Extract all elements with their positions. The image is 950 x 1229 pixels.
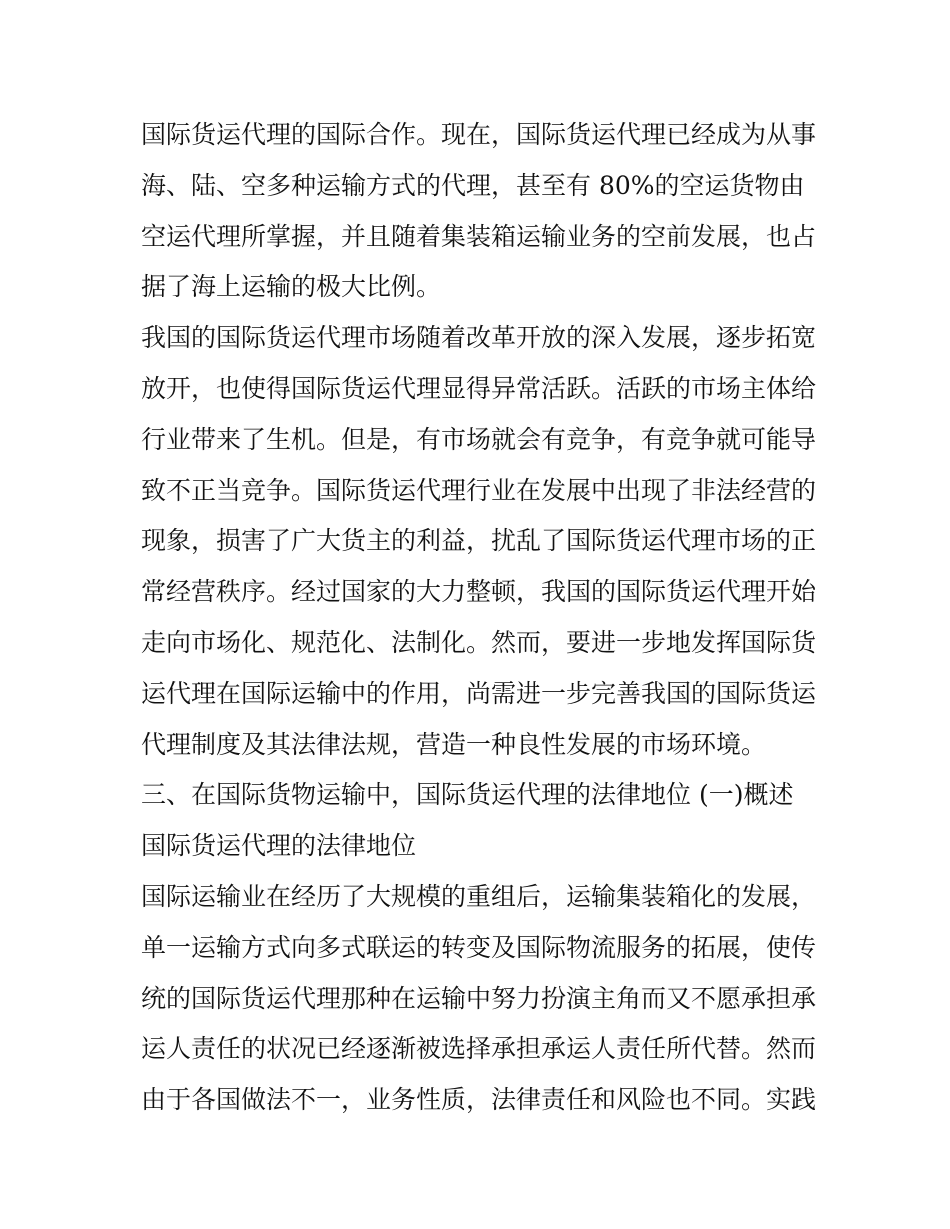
text-line: 国际货运代理的国际合作。现在，国际货运代理已经成为从事 xyxy=(141,120,817,149)
document-body xyxy=(141,110,831,1126)
section-heading-line: 国际货运代理的法律地位 xyxy=(141,831,417,861)
text-line: 统的国际货运代理那种在运输中努力扮演主角而又不愿承担承 xyxy=(141,983,817,1013)
text-line: 走向市场化、规范化、法制化。然而，要进一步地发挥国际货 xyxy=(141,627,817,657)
text-line: 常经营秩序。经过国家的大力整顿，我国的国际货运代理开始 xyxy=(141,577,817,607)
text-line: 运人责任的状况已经逐渐被选择承担承运人责任所代替。然而 xyxy=(141,1034,817,1064)
text-line: 放开，也使得国际货运代理显得异常活跃。活跃的市场主体给 xyxy=(141,373,817,403)
text-line: 代理制度及其法律法规，营造一种良性发展的市场环境。 xyxy=(141,729,767,759)
text-line: 由于各国做法不一，业务性质，法律责任和风险也不同。实践 xyxy=(141,1085,817,1115)
text-line: 单一运输方式向多式联运的转变及国际物流服务的拓展，使传 xyxy=(141,932,817,962)
text-line: 空运代理所掌握，并且随着集装箱运输业务的空前发展，也占 xyxy=(141,221,817,251)
text-line: 我国的国际货运代理市场随着改革开放的深入发展，逐步拓宽 xyxy=(141,323,817,353)
text-line: 运代理在国际运输中的作用，尚需进一步完善我国的国际货运 xyxy=(141,678,817,708)
text-line: 据了海上运输的极大比例。 xyxy=(141,272,442,302)
text-line: 国际运输业在经历了大规模的重组后，运输集装箱化的发展， xyxy=(141,881,817,911)
text-line: 行业带来了生机。但是，有市场就会有竞争，有竞争就可能导 xyxy=(141,424,817,454)
text-line: 海、陆、空多种运输方式的代理，甚至有 80%的空运货物由 xyxy=(141,170,805,200)
text-line: 致不正当竞争。国际货运代理行业在发展中出现了非法经营的 xyxy=(141,475,817,505)
section-heading-line: 三、在国际货物运输中，国际货运代理的法律地位 (一)概述 xyxy=(141,780,794,810)
text-line: 现象，损害了广大货主的利益，扰乱了国际货运代理市场的正 xyxy=(141,526,817,556)
